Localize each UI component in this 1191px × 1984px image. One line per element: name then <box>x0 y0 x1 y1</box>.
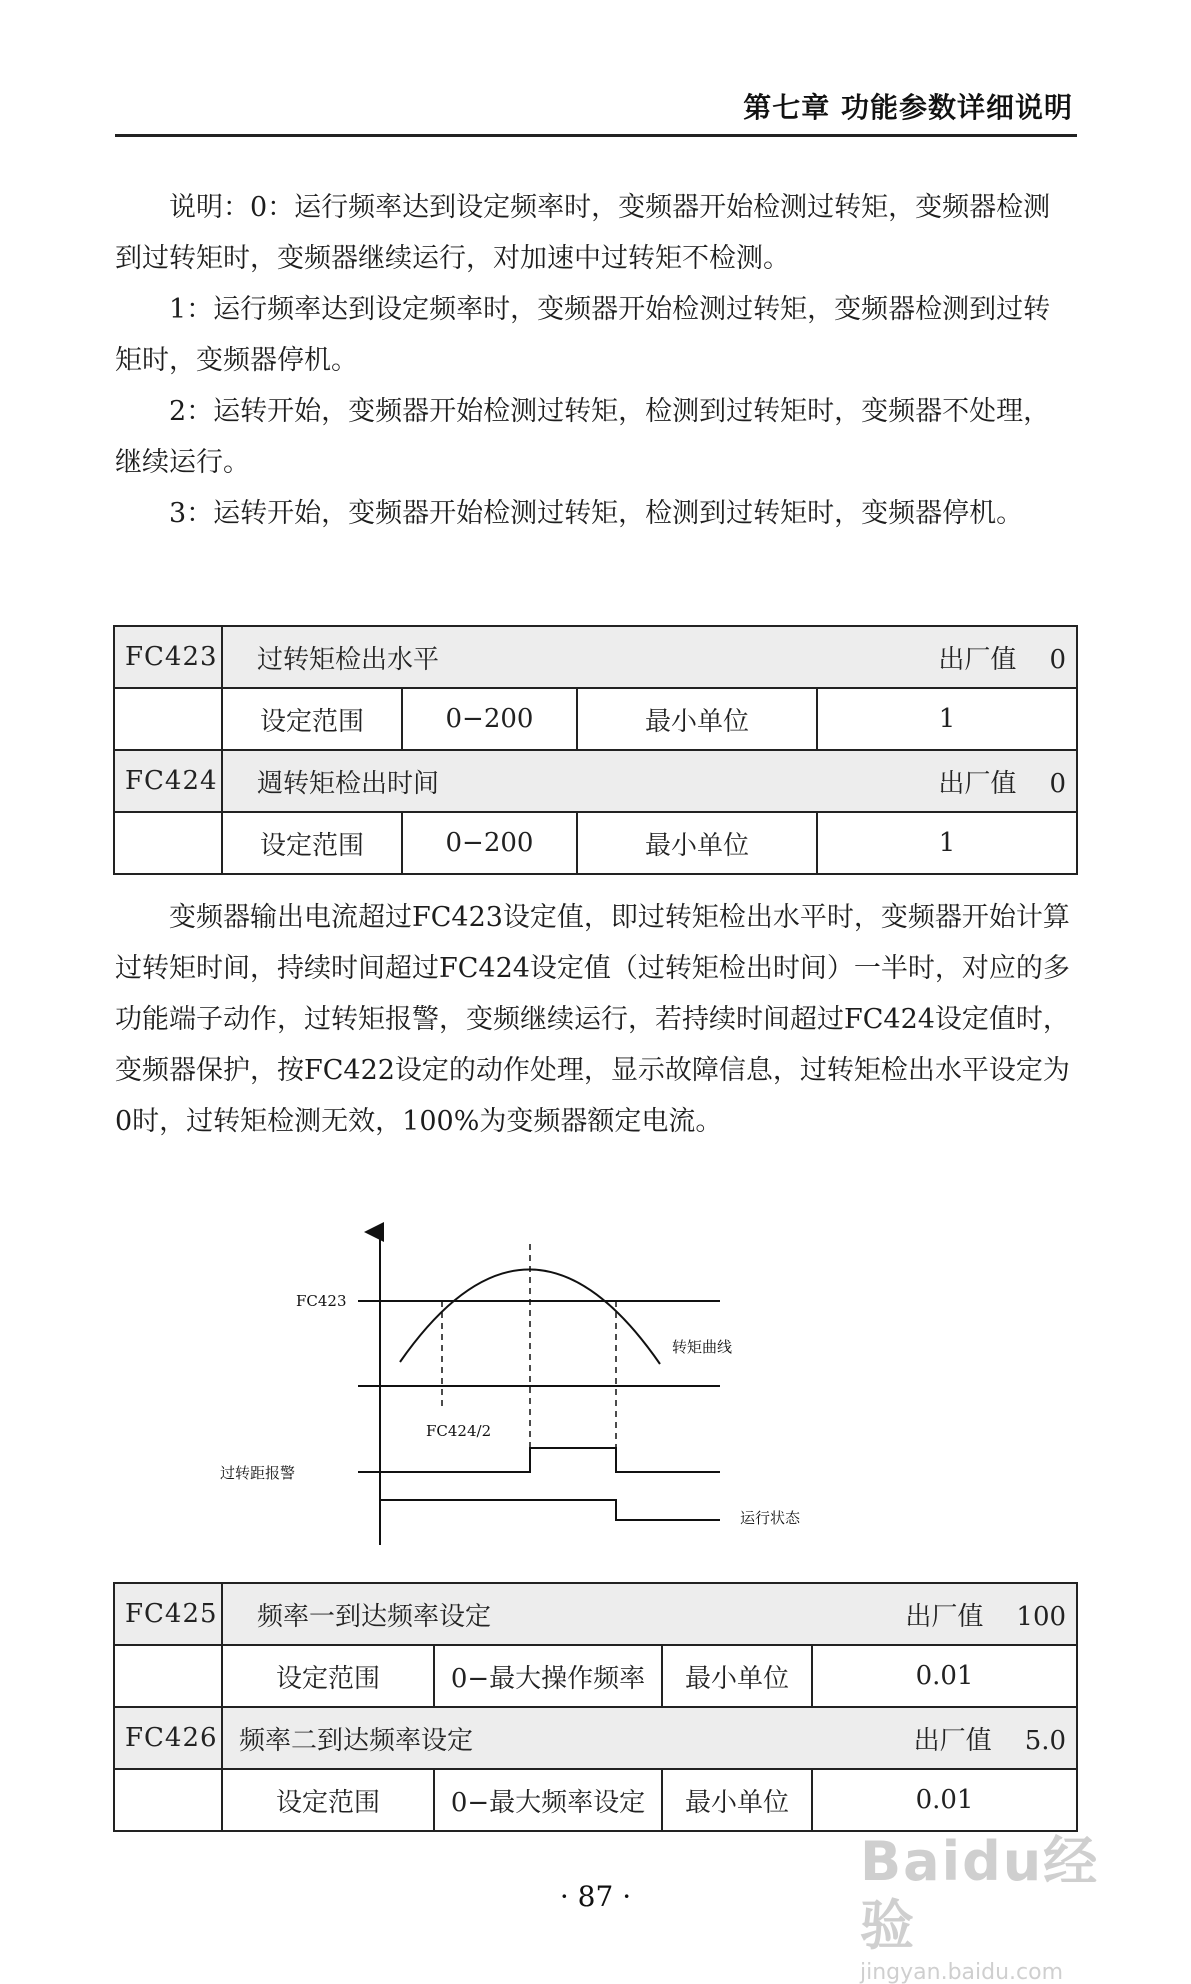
default-value: 5.0 <box>1024 1725 1067 1756</box>
param-code: FC423 <box>114 626 222 688</box>
alarm-label: 过转距报警 <box>220 1464 296 1482</box>
fc423-label: FC423 <box>296 1292 347 1310</box>
explanation-line-3: 3：运转开始，变频器开始检测过转矩，检测到过转矩时，变频器停机。 <box>169 498 1024 529</box>
param-name: 週转矩检出时间 <box>257 768 440 799</box>
param-default <box>938 639 1066 676</box>
default-label: 出厂值 <box>913 1725 992 1756</box>
param-title-cell <box>222 1707 1077 1769</box>
table-row <box>114 1645 1077 1707</box>
empty-cell <box>114 688 222 750</box>
fc424-half-label: FC424/2 <box>426 1422 492 1440</box>
description-text: 变频器输出电流超过FC423设定值，即过转矩检出水平时，变频器开始计算过转矩时间，持续时间超过FC424设定值（过转矩检出时间）一半时，对应的多功能端子动作，过转矩报警，变频继续运行，若持续时间超过FC424设定值时，变频器保护，按FC422设定的动作处理，显示故障信息，过转矩检出水平设定为0时，过转矩检测无效，100%为变频器额定电流。 <box>115 902 1070 1137</box>
unit-value: 1 <box>817 812 1077 874</box>
param-name: 频率二到达频率设定 <box>239 1725 474 1756</box>
default-value: 100 <box>1016 1601 1067 1632</box>
table-row <box>114 750 1077 812</box>
explanation-line-0: 说明：0：运行频率达到设定频率时，变频器开始检测过转矩，变频器检测到过转矩时，变频器继续运行，对加速中过转矩不检测。 <box>115 192 1051 274</box>
param-title-cell <box>222 1583 1077 1645</box>
torque-curve-label: 转矩曲线 <box>672 1338 733 1356</box>
header-rule <box>115 134 1077 137</box>
param-code: FC425 <box>114 1583 222 1645</box>
baidu-watermark <box>860 1830 1120 1984</box>
page-number: · 87 · <box>559 1880 632 1913</box>
explanation-line-2: 2：运转开始，变频器开始检测过转矩，检测到过转矩时，变频器不处理，继续运行。 <box>115 396 1051 478</box>
table-row <box>114 1707 1077 1769</box>
watermark-logo: Baidu经验 <box>860 1830 1100 1957</box>
explanation-block <box>115 182 1077 539</box>
over-torque-timing-diagram <box>200 1210 880 1550</box>
param-name: 过转矩检出水平 <box>257 644 440 675</box>
description-block <box>115 892 1077 1147</box>
alarm-signal-line <box>358 1448 720 1472</box>
chapter-title: 第七章 功能参数详细说明 <box>743 91 1073 124</box>
range-label: 设定范围 <box>222 688 402 750</box>
parameter-table-fc423-fc424 <box>113 625 1078 875</box>
range-value: 0−最大操作频率 <box>434 1645 662 1707</box>
range-value: 0−200 <box>402 688 577 750</box>
explanation-line-1: 1：运行频率达到设定频率时，变频器开始检测过转矩，变频器检测到过转矩时，变频器停机。 <box>115 294 1051 376</box>
range-label: 设定范围 <box>222 1769 434 1831</box>
param-name: 频率一到达频率设定 <box>257 1601 492 1632</box>
torque-curve <box>400 1269 660 1364</box>
param-default <box>914 1720 1066 1757</box>
param-title-cell <box>222 626 1077 688</box>
run-state-label: 运行状态 <box>740 1509 801 1527</box>
run-state-signal-line <box>380 1500 720 1520</box>
table-row <box>114 688 1077 750</box>
unit-value: 0.01 <box>812 1645 1077 1707</box>
unit-label: 最小单位 <box>577 688 817 750</box>
range-value: 0−200 <box>402 812 577 874</box>
default-value: 0 <box>1049 644 1067 675</box>
table-row <box>114 812 1077 874</box>
table-row <box>114 626 1077 688</box>
param-default <box>905 1596 1066 1633</box>
watermark-url: jingyan.baidu.com <box>860 1960 1064 1984</box>
range-value: 0−最大频率设定 <box>434 1769 662 1831</box>
range-label: 设定范围 <box>222 812 402 874</box>
empty-cell <box>114 812 222 874</box>
unit-label: 最小单位 <box>577 812 817 874</box>
empty-cell <box>114 1645 222 1707</box>
default-value: 0 <box>1049 768 1067 799</box>
default-label: 出厂值 <box>938 644 1017 675</box>
unit-label: 最小单位 <box>662 1645 812 1707</box>
table-row <box>114 1583 1077 1645</box>
range-label: 设定范围 <box>222 1645 434 1707</box>
unit-value: 0.01 <box>812 1769 1077 1831</box>
default-label: 出厂值 <box>938 768 1017 799</box>
table-row <box>114 1769 1077 1831</box>
empty-cell <box>114 1769 222 1831</box>
parameter-table-fc425-fc426 <box>113 1582 1078 1832</box>
unit-label: 最小单位 <box>662 1769 812 1831</box>
unit-value: 1 <box>817 688 1077 750</box>
param-code: FC426 <box>114 1707 222 1769</box>
param-default <box>938 763 1066 800</box>
default-label: 出厂值 <box>905 1601 984 1632</box>
param-code: FC424 <box>114 750 222 812</box>
param-title-cell <box>222 750 1077 812</box>
